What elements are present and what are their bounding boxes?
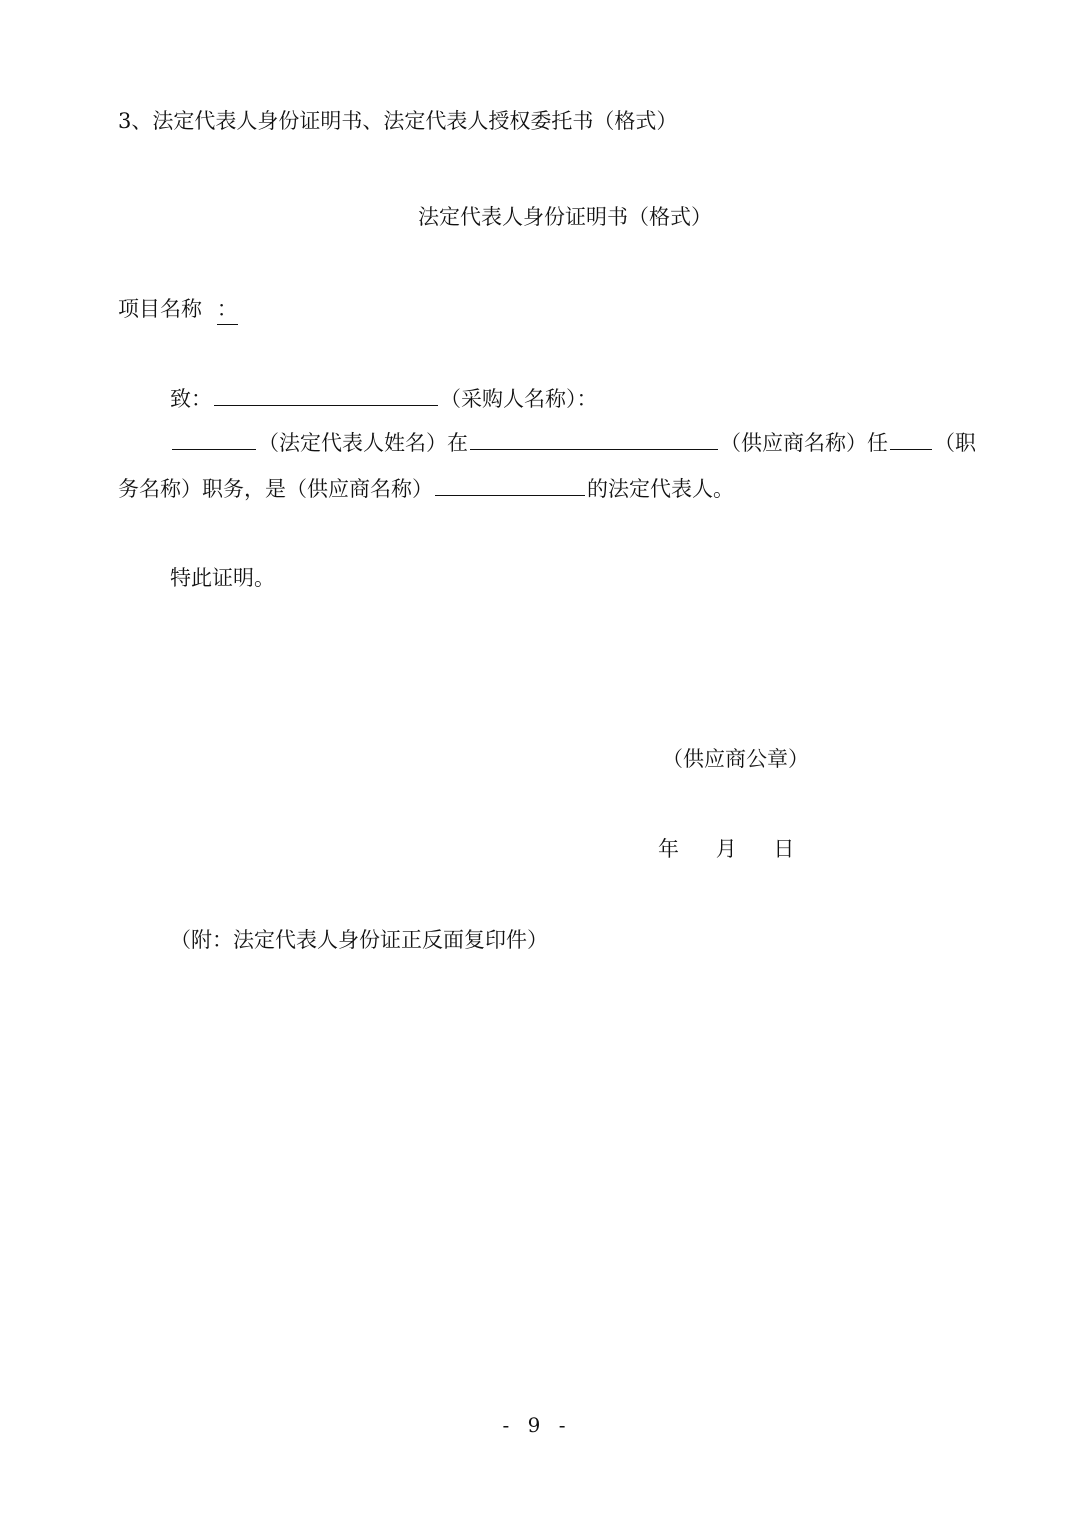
rep-name-blank: [172, 427, 256, 450]
body-line-2: [118, 473, 734, 504]
date-row: [658, 834, 794, 864]
project-name-row: [118, 294, 238, 325]
supplier-name-blank-2: [435, 473, 585, 496]
position-label-part2: 务名称）职务，是（供应商名称）: [118, 477, 433, 501]
closing-text: 特此证明。: [170, 566, 275, 590]
page-number: - 9 -: [502, 1413, 572, 1437]
section-heading: 3、法定代表人身份证明书、法定代表人授权委托书（格式）: [118, 109, 678, 133]
addressee-prefix: 致：: [170, 387, 212, 411]
date-month: 月: [715, 837, 737, 861]
ending-text: 的法定代表人。: [587, 477, 734, 501]
supplier-name-label: （供应商名称）任: [720, 431, 888, 455]
date-year: 年: [658, 837, 679, 861]
addressee-suffix: （采购人名称）：: [440, 387, 598, 411]
rep-name-label: （法定代表人姓名）在: [258, 431, 468, 455]
document-title: 法定代表人身份证明书（格式）: [418, 205, 712, 229]
addressee-row: [170, 383, 598, 414]
position-blank: [890, 427, 932, 450]
date-day: 日: [773, 837, 795, 861]
position-label-part1: （职: [934, 431, 976, 455]
supplier-name-blank: [470, 427, 718, 450]
body-line-1: [170, 427, 976, 458]
project-name-field: ：: [217, 294, 238, 325]
seal-label: （供应商公章）: [662, 747, 809, 771]
project-name-label: 项目名称: [118, 297, 202, 321]
purchaser-name-blank: [214, 383, 438, 406]
attachment-note: （附：法定代表人身份证正反面复印件）: [170, 928, 548, 952]
